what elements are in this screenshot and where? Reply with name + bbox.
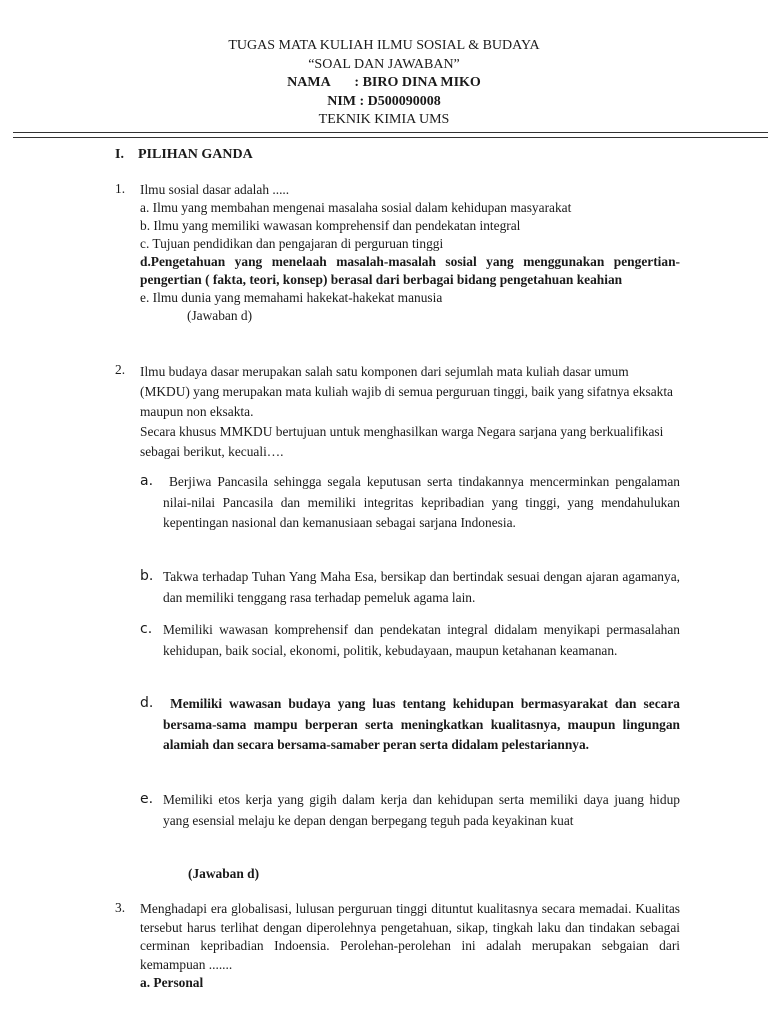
student-nim: NIM : D500090008 [327, 93, 441, 109]
section-title: PILIHAN GANDA [138, 147, 253, 162]
question-1-option-e: e. Ilmu dunia yang memahami hakekat-hakekat manusia [140, 290, 443, 305]
option-letter: e. [140, 791, 154, 807]
question-2-option-e [140, 790, 680, 831]
question-1-option-c: c. Tujuan pendidikan dan pengajaran di perguruan tinggi [140, 236, 444, 251]
question-1-option-d: d.Pengetahuan yang menelaah masalah-masalah sosial yang menggunakan pengertian-pengertian ( fakta, teori, konsep) berasal dari berbagai bidang pengetahuan keahian [140, 254, 680, 287]
question-2 [140, 362, 680, 462]
question-2-option-d [140, 694, 684, 756]
question-1-number: 1. [115, 181, 126, 196]
section-heading [115, 147, 253, 163]
question-2-number: 2. [115, 362, 126, 377]
question-1-option-b: b. Ilmu yang memiliki wawasan komprehensif dan pendekatan integral [140, 218, 521, 233]
question-2-answer: (Jawaban d) [188, 866, 260, 881]
question-3-text: Menghadapi era globalisasi, lulusan perguruan tinggi dituntut kualitasnya secara memadai. Kualitas tersebut harus terlihat dengan diperolehnya pengetahuan, sikap, tingkah laku dan tindakan sebagai cerminan kepribadian Indoensia. Perolehan-perolehan ini adalah merupakan sebgaian dari kemampuan ....... [140, 901, 680, 972]
question-3 [140, 900, 680, 993]
course-title: TUGAS MATA KULIAH ILMU SOSIAL & BUDAYA [228, 38, 540, 53]
option-text: Takwa terhadap Tuhan Yang Maha Esa, bersikap dan bertindak sesuai dengan ajaran agamanya, dan memiliki tenggang rasa terhadap pemeluk agama lain. [163, 569, 680, 605]
option-text: Memiliki wawasan budaya yang luas tentang kehidupan bermasyarakat dan secara bersama-sama mampu berperan serta meningkatkan kualitasnya, maupun lingungan alamiah dan secara bersama-samaber peran serta didalam pelestariannya. [163, 696, 684, 752]
question-2-option-b [140, 567, 680, 608]
question-1-option-a: a. Ilmu yang membahan mengenai masalaha sosial dalam kehidupan masyarakat [140, 200, 572, 215]
document-header [0, 37, 768, 130]
question-2-text: Ilmu budaya dasar merupakan salah satu komponen dari sejumlah mata kuliah dasar umum (MKDU) yang merupakan mata kuliah wajib di semua perguruan tinggi, baik yang sifatnya eksakta maupun non eksakta. [140, 364, 673, 419]
option-text: Memiliki wawasan komprehensif dan pendekatan integral didalam menyikapi permasalahan kehidupan, baik social, ekonomi, politik, kebudayaan, maupun ketahanan keamanan. [163, 622, 680, 658]
question-3-number: 3. [115, 900, 126, 915]
header-divider-thick [13, 132, 768, 133]
section-number: I. [115, 147, 124, 162]
header-divider-thin [13, 137, 768, 138]
option-text: Memiliki etos kerja yang gigih dalam kerja dan kehidupan serta memiliki daya juang hidup yang esensial melaju ke depan dengan berpegang teguh pada keyakinan kuat [163, 792, 680, 828]
question-1 [140, 181, 680, 325]
option-letter: d. [140, 695, 154, 711]
question-2-option-a [140, 472, 684, 534]
question-2-option-c [140, 620, 680, 661]
option-letter: c. [140, 621, 153, 637]
question-1-text: Ilmu sosial dasar adalah ..... [140, 182, 290, 197]
department: TEKNIK KIMIA UMS [318, 112, 450, 127]
option-letter: a. [140, 473, 154, 489]
question-1-answer: (Jawaban d) [187, 308, 253, 323]
student-name: NAMA : BIRO DINA MIKO [287, 75, 481, 90]
question-3-option-a: a. Personal [140, 975, 204, 990]
option-text: Berjiwa Pancasila sehingga segala keputusan serta tindakannya mencerminkan pengalaman nilai-nilai Pancasila dan memiliki integritas kepribadian yang tinggi, yang mendahulukan kepentingan nasional dan kemanusiaan sebagai sarjana Indonesia. [163, 474, 684, 530]
question-2-text-continued: Secara khusus MMKDU bertujuan untuk menghasilkan warga Negara sarjana yang berkualifikasi sebagai berikut, kecuali…. [140, 424, 664, 459]
option-letter: b. [140, 568, 154, 584]
document-subtitle: “SOAL DAN JAWABAN” [308, 56, 460, 72]
